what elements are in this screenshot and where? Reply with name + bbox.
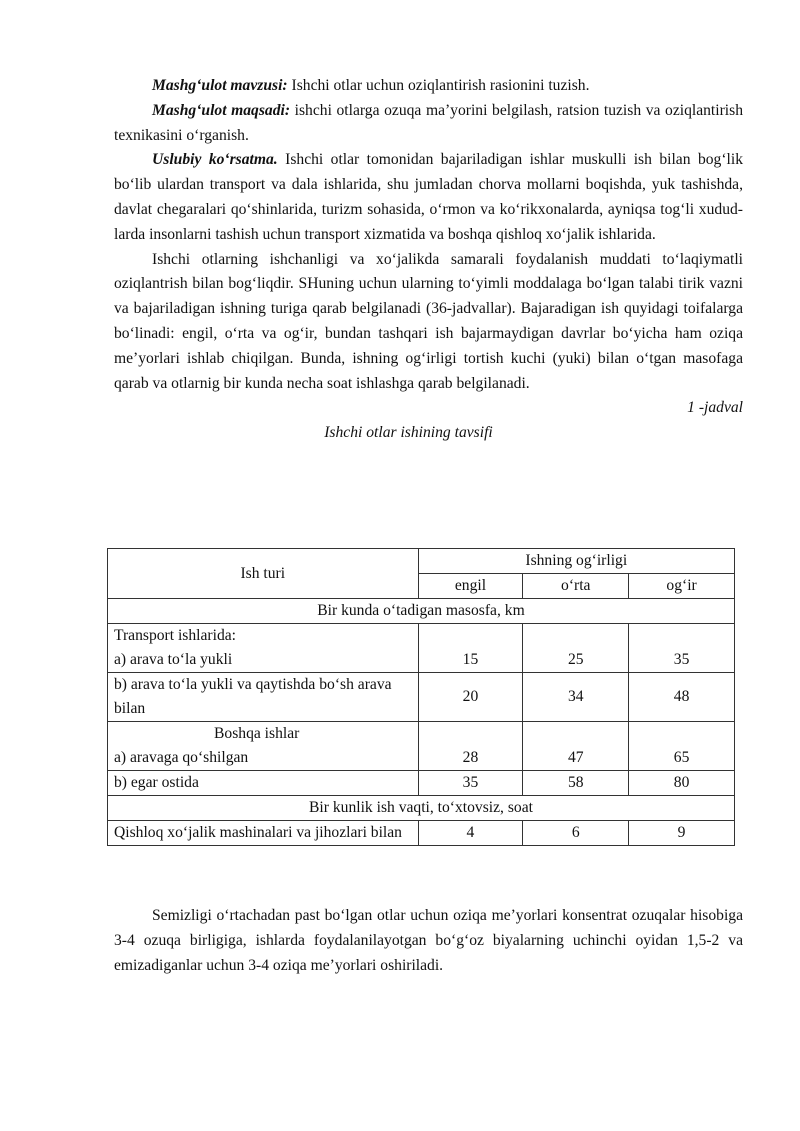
cell-light: 20	[418, 673, 523, 722]
table-header-row	[108, 549, 735, 574]
header-medium: o‘rta	[523, 574, 629, 599]
method-label: Uslubiy ko‘rsatma.	[152, 151, 278, 169]
cell-light: 4	[418, 821, 523, 846]
table-row	[108, 722, 735, 771]
cell-medium: 47	[523, 722, 629, 771]
cell-medium: 25	[523, 624, 629, 673]
row-label: b) arava to‘la yukli va qaytishda bo‘sh arava bilan	[108, 673, 419, 722]
closing-paragraph: Semizligi o‘rtachadan past bo‘lgan otlar uchun oziqa me’yorlari konsentrat ozuqalar hisobiga 3-4 ozuqa birligiga, ishlarda foydalanilayotgan bo‘g‘oz biyalarning uchinchi oyidan 1,5-2 va emizadiganlar uchun 3-4 oziqa me’yorlari oshiriladi.	[114, 907, 743, 974]
table-title: Ishchi otlar ishining tavsifi	[324, 424, 493, 442]
cell-heavy: 80	[629, 771, 735, 796]
topic-paragraph	[114, 74, 743, 99]
cell-light: 35	[418, 771, 523, 796]
body-paragraph-2: Ishchi otlarning ishchanligi va xo‘jalikda samarali foydalanish muddati to‘laqiymatli oziqlantrish bilan bog‘liqdir. SHuning uchun ularning to‘yimli moddalaga bo‘lgan talabi tirik vazni va bajariladigan ishning turiga qarab belgilanadi (36-jadvallar). Bajaradigan ish quyidagi toifalarga bo‘linadi: engil, o‘rta va og‘ir, bundan tashqari ish bajarmaydigan davrlar bo‘yicha ham oziqa me’yorlari ishlab chiqilgan. Bunda, ishning og‘irligi tortish kuchi (yuki) bilan o‘tgan masofaga qarab va otlarnig bir kunda necha soat ishlashga qarab belgilanadi.	[114, 250, 743, 392]
row-label-line: a) aravaga qo‘shilgan	[114, 749, 249, 766]
table-number: 1 -jadval	[687, 399, 743, 417]
section-work-time: Bir kunlik ish vaqti, to‘xtovsiz, soat	[108, 796, 735, 821]
table-section-row	[108, 599, 735, 624]
goal-label: Mashg‘ulot maqsadi:	[152, 101, 291, 119]
method-paragraph	[114, 148, 743, 247]
table-section-row	[108, 796, 735, 821]
table-row	[108, 673, 735, 722]
header-light: engil	[418, 574, 523, 599]
header-work-weight: Ishning og‘irligi	[418, 549, 734, 574]
cell-light: 15	[418, 624, 523, 673]
section-distance: Bir kunda o‘tadigan masosfa, km	[108, 599, 735, 624]
goal-paragraph	[114, 99, 743, 149]
table-row	[108, 771, 735, 796]
topic-text: Ishchi otlar uchun oziqlantirish rasionini tuzish.	[287, 77, 590, 94]
cell-medium: 58	[523, 771, 629, 796]
cell-heavy: 9	[629, 821, 735, 846]
row-label-line: Boshqa ishlar	[214, 725, 300, 742]
method-text: Ishchi otlar tomonidan bajariladigan ishlar muskulli ish bilan bog‘lik bo‘lib ulardan transport va dala ishlarida, shu jumladan chorva mollarni boqishda, yuk tashishda, davlat chegaralari qo‘shinlarida, turizm sohasida, o‘rmon va ko‘rikxonalarda, ayniqsa tog‘li xududlarda insonlarni tashish uchun transport xizmatida va boshqa qishloq xo‘jalik ishlarida.	[114, 151, 743, 243]
closing-section	[114, 904, 743, 978]
cell-light: 28	[418, 722, 523, 771]
cell-medium: 6	[523, 821, 629, 846]
topic-label: Mashg‘ulot mavzusi:	[152, 77, 288, 94]
cell-heavy: 65	[629, 722, 735, 771]
table-row	[108, 821, 735, 846]
table-row	[108, 624, 735, 673]
row-label-line: a) arava to‘la yukli	[114, 651, 233, 668]
row-label-line: Transport ishlarida:	[114, 627, 237, 644]
row-label: Qishloq xo‘jalik mashinalari va jihozlari bilan	[108, 821, 419, 846]
cell-heavy: 48	[629, 673, 735, 722]
row-label	[108, 624, 419, 673]
work-characteristics-table	[107, 548, 735, 846]
goal-text: ishchi otlarga ozuqa ma’yorini belgilash, ratsion tuzish va oziqlantirish texnikasini o‘rganish.	[114, 101, 743, 144]
cell-heavy: 35	[629, 624, 735, 673]
document-body	[114, 74, 743, 446]
header-work-type: Ish turi	[108, 549, 419, 599]
header-heavy: og‘ir	[629, 574, 735, 599]
row-label: b) egar ostida	[108, 771, 419, 796]
cell-medium: 34	[523, 673, 629, 722]
row-label	[108, 722, 419, 771]
